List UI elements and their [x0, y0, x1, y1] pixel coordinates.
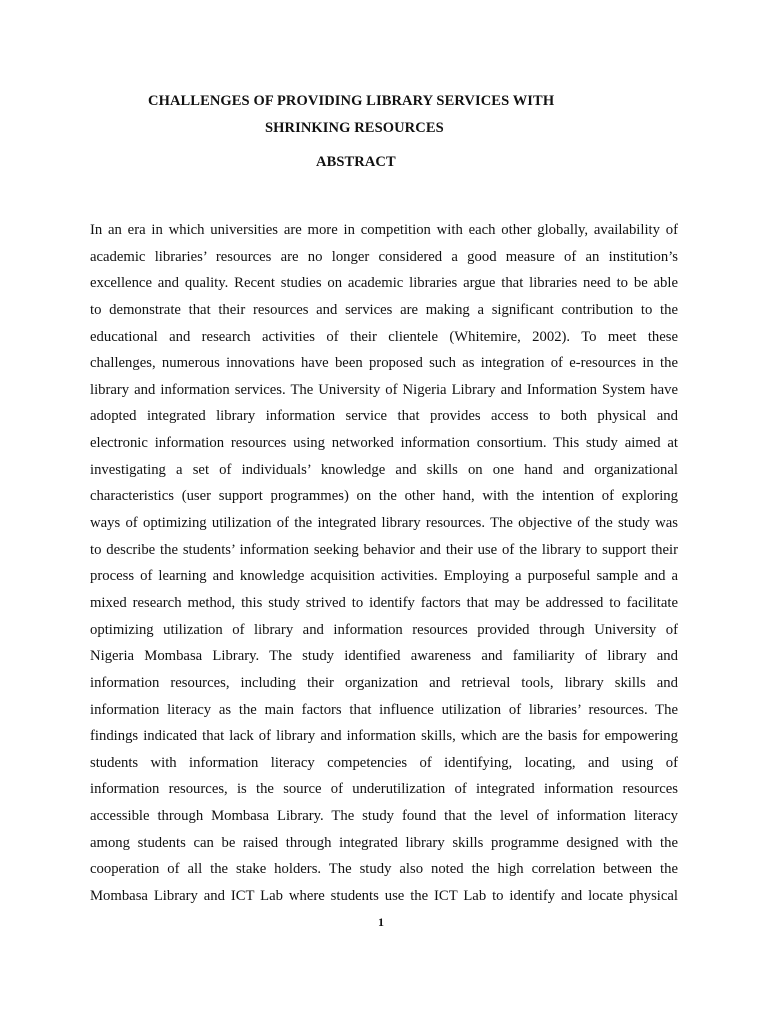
abstract-line: excellence and quality. Recent studies on academic libraries argue that libraries need to be able [90, 275, 678, 292]
abstract-line: to demonstrate that their resources and services are making a significant contribution to the [90, 301, 678, 318]
abstract-line: Mombasa Library and ICT Lab where students use the ICT Lab to identify and locate physical [90, 888, 678, 905]
abstract-line: information literacy as the main factors that influence utilization of libraries’ resources. The [90, 701, 678, 718]
abstract-line: mixed research method, this study strived to identify factors that may be addressed to facilitate [90, 594, 678, 611]
abstract-line: information resources, including their organization and retrieval tools, library skills and [90, 674, 678, 691]
abstract-line: findings indicated that lack of library and information skills, which are the basis for empowering [90, 728, 678, 745]
abstract-line: students with information literacy competencies of identifying, locating, and using of [90, 754, 678, 771]
document-title-line-2: SHRINKING RESOURCES [265, 120, 444, 136]
abstract-line: library and information services. The University of Nigeria Library and Information System have [90, 381, 678, 398]
abstract-line: ways of optimizing utilization of the integrated library resources. The objective of the study was [90, 515, 678, 532]
abstract-line: to describe the students’ information seeking behavior and their use of the library to support their [90, 541, 678, 558]
abstract-line: optimizing utilization of library and information resources provided through University of [90, 621, 678, 638]
abstract-line: electronic information resources using networked information consortium. This study aimed at [90, 435, 678, 452]
abstract-line: characteristics (user support programmes) on the other hand, with the intention of exploring [90, 488, 678, 505]
document-title-line-1: CHALLENGES OF PROVIDING LIBRARY SERVICES WITH [148, 93, 555, 109]
abstract-line: cooperation of all the stake holders. The study also noted the high correlation between the [90, 861, 678, 878]
abstract-body [90, 217, 678, 910]
abstract-line: process of learning and knowledge acquisition activities. Employing a purposeful sample and a [90, 568, 678, 585]
abstract-heading: ABSTRACT [316, 154, 396, 170]
abstract-line: investigating a set of individuals’ knowledge and skills on one hand and organizational [90, 461, 678, 478]
abstract-line: information resources, is the source of underutilization of integrated information resources [90, 781, 678, 798]
abstract-line: adopted integrated library information service that provides access to both physical and [90, 408, 678, 425]
page-number: 1 [378, 915, 384, 929]
abstract-line: In an era in which universities are more in competition with each other globally, availability of [90, 222, 678, 238]
abstract-line: Nigeria Mombasa Library. The study identified awareness and familiarity of library and [90, 648, 678, 665]
abstract-line: educational and research activities of their clientele (Whitemire, 2002). To meet these [90, 328, 678, 345]
abstract-line: accessible through Mombasa Library. The study found that the level of information literacy [90, 808, 678, 825]
abstract-line: academic libraries’ resources are no longer considered a good measure of an institution’s [90, 248, 678, 265]
abstract-line: challenges, numerous innovations have been proposed such as integration of e-resources in the [90, 355, 678, 372]
abstract-line: among students can be raised through integrated library skills programme designed with the [90, 834, 678, 851]
